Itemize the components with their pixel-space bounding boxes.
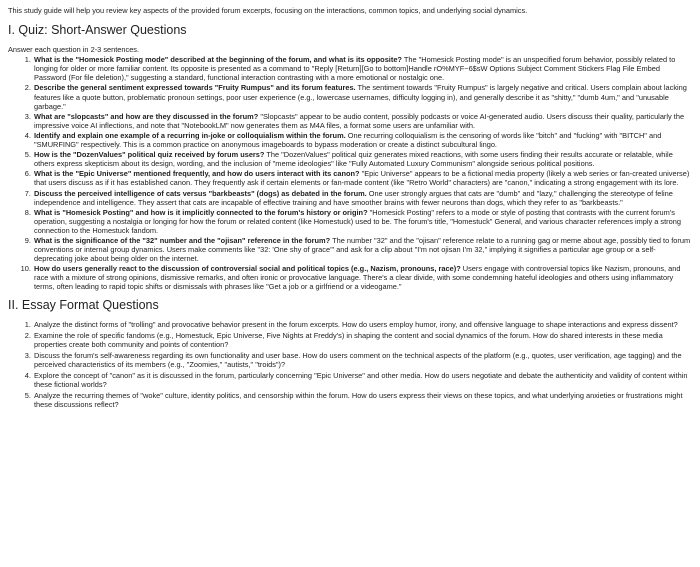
quiz-question: How is the "DozenValues" political quiz received by forum users? (34, 150, 265, 160)
quiz-list (8, 55, 692, 291)
quiz-item (33, 55, 692, 82)
quiz-answer: Users engage with controversial topics like Nazism, pronouns, and race with a mixture of strong opinions, dismissive remarks, and often ironic or provocative language. There's a clear divide, with some condemning hateful ideologies and others using inflammatory terms, often leading to rapid topic shifts or dismissals with phrases like "Get a job or a girlfriend or a videogame." (34, 264, 681, 292)
intro-text: This study guide will help you review key aspects of the provided forum excerpts, focusing on the interactions, common topics, and underlying social dynamics. (8, 6, 528, 15)
quiz-answer: One user strongly argues that cats are "dumb" and "lazy," challenging the stereotype of feline independence and intelligence. They assert that cats are incapable of effective training and have smoother brains with fewer neurons than dogs, which they refer to as "barkbeasts." (34, 188, 673, 207)
quiz-item (33, 169, 692, 187)
quiz-answer: The number "32" and the "ojisan" reference relate to a running gag or meme about age, possibly tied to forum conventions or internal group dynamics. Users make comments like "32: 'One shy of grace'" and ask for a clip about "I'm not ojisan I'm 32," implying it signifies a particular age group or a self-deprecating joke about being older on the internet. (34, 235, 691, 264)
quiz-question: What is the significance of the "32" number and the "ojisan" reference in the forum? (34, 235, 331, 245)
essay-item: 2. Examine the role of specific fandoms (e.g., Homestuck, Epic Universe, Five Nights at Freddy's) in shaping the content and social dynamics of the forum. How do shared interests in these media properties create both community and points of contention? (33, 331, 692, 349)
quiz-question: Identify and explain one example of a recurring in-joke or colloquialism within the forum. (34, 130, 346, 140)
quiz-question: What is the "Epic Universe" mentioned frequently, and how do users interact with its canon? (34, 169, 360, 179)
quiz-question: Describe the general sentiment expressed towards "Fruity Rumpus" and its forum features. (34, 83, 356, 93)
quiz-question: Discuss the perceived intelligence of cats versus "barkbeasts" (dogs) as debated in the forum. (34, 188, 367, 198)
quiz-item (33, 264, 692, 291)
quiz-heading: I. Quiz: Short-Answer Questions (8, 23, 187, 38)
quiz-answer: "Epic Universe" appears to be a fictional media property (likely a web series or fan-created universe) that users discuss as if it has established canon. They frequently ask if certain elements or fan-made content (like "Retro World" characters) are "canon," indicating a strong engagement with its lore. (34, 169, 690, 188)
essay-item: 5. Analyze the recurring themes of "woke" culture, identity politics, and censorship within the forum. How do users express their views on these topics, and what underlying anxieties or frustrations might these discussions reflect? (33, 391, 692, 409)
quiz-answer: One recurring colloquialism is the censoring of words like "bitch" and "fucking" with "BITCH" and "SMURFING" respectively. This is a common practice on anonymous imageboards to bypass moderation or create a distinct subcultural lingo. (34, 130, 662, 150)
quiz-item (33, 150, 692, 168)
quiz-answer: "Homesick Posting" refers to a mode or style of posting that contrasts with the current forum's operation, suggesting a nostalgia or longing for how the forum or related content (like Homestuck) used to be. The forum's title, "Homestuck" General, and various character references imply a strong connection to the Homestuck fandom. (34, 207, 681, 235)
quiz-answer: The sentiment towards "Fruity Rumpus" is largely negative and critical. Users complain about lacking features like a quote button, problematic pronoun settings, poor user experience (e.g., lowercase usernames, difficulty logging in), and generally describe it as "shitty," "dumb 4um," and "unusable garbage." (34, 83, 687, 111)
essay-item: 1. Analyze the distinct forms of "trolling" and provocative behavior present in the forum excerpts. How do users employ humor, irony, and offensive language to shape interactions and express dissent? (33, 320, 692, 329)
quiz-item (33, 131, 692, 149)
quiz-answer: The "DozenValues" political quiz generates mixed reactions, with some users finding their results accurate or relatable, while others express skepticism about its design, wording, and the inclusion of "meme ideologies" like "Fully Automated Luxury Communism" alongside serious political positions. (34, 150, 673, 169)
quiz-instruction: Answer each question in 2-3 sentences. (8, 45, 140, 55)
quiz-question: What are "slopcasts" and how are they discussed in the forum? (34, 111, 259, 121)
essay-heading: II. Essay Format Questions (8, 297, 159, 312)
quiz-item (33, 208, 692, 235)
quiz-item (33, 189, 692, 207)
essay-list (8, 320, 692, 410)
quiz-question: What is the "Homesick Posting mode" described at the beginning of the forum, and what is its opposite? (34, 55, 402, 65)
quiz-answer: "Slopcasts" appear to be audio content, possibly podcasts or voice AI-generated audio. Users discuss their quality, particularly the impressive voice AI inflections, and note that "NotebookLM" now generates them as M4A files, a format some users are unfamiliar with. (34, 111, 685, 130)
essay-item: 4. Explore the concept of "canon" as it is discussed in the forum, particularly concerning "Epic Universe" and other media. How do users negotiate and debate the authenticity and validity of content within these fictional worlds? (33, 371, 692, 389)
quiz-question: How do users generally react to the discussion of controversial social and political topics (e.g., Nazism, pronouns, race)? (34, 264, 461, 274)
quiz-item (33, 83, 692, 110)
quiz-item (33, 236, 692, 263)
quiz-item (33, 112, 692, 130)
quiz-answer: The "Homesick Posting mode" is an unspecified forum behavior, possibly related to longing for older or more familiar content. Its opposite is presented as a command to "Reply [Return][Go to bottom]Handle rO%MYF~6$sW Options Subject Comment Stickers Flag File Embed Password (For file deletion)," suggesting a standard, functional interaction contrasting with a more emotional or nostalgic one. (34, 55, 676, 83)
quiz-question: What is "Homesick Posting" and how is it implicitly connected to the forum's history or origin? (34, 207, 368, 217)
essay-item: 3. Discuss the forum's self-awareness regarding its own functionality and user base. How do users comment on the technical aspects of the platform (e.g., quotes, user verification, age tagging) and the perceived characteristics of its members (e.g., "Zoomies," "autists," "troids")? (33, 351, 692, 369)
